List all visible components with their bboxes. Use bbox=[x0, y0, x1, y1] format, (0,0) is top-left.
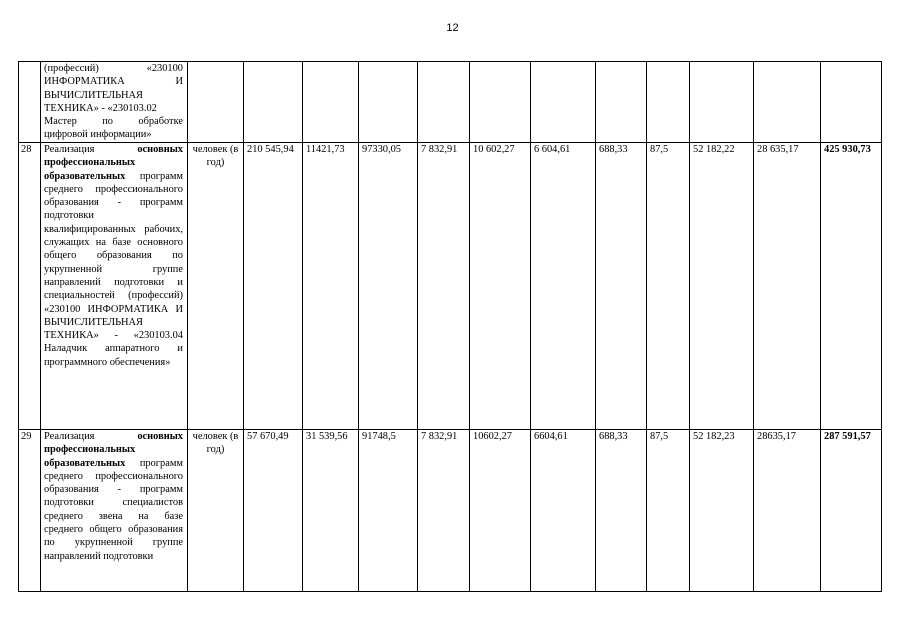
value-col-10: 28 635,17 bbox=[754, 143, 821, 430]
row-index: 28 bbox=[19, 143, 41, 430]
value-col-2 bbox=[303, 62, 359, 143]
value-col-7: 688,33 bbox=[596, 430, 647, 592]
value-col-6: 6 604,61 bbox=[531, 143, 596, 430]
cost-table bbox=[18, 61, 882, 592]
row-unit: человек (в год) bbox=[188, 143, 244, 430]
row-description: Реализация основных профессиональных образовательных программ среднего профессионального образования - программ подготовки специалистов среднего звена на базе среднего общего образования по укрупненной группе направлений подготовки bbox=[41, 430, 188, 592]
value-col-8: 87,5 bbox=[647, 143, 690, 430]
value-col-8: 87,5 bbox=[647, 430, 690, 592]
value-total bbox=[821, 62, 882, 143]
table-row bbox=[19, 143, 882, 430]
value-col-3: 97330,05 bbox=[359, 143, 418, 430]
value-col-3: 91748,5 bbox=[359, 430, 418, 592]
row-index: 29 bbox=[19, 430, 41, 592]
value-col-7 bbox=[596, 62, 647, 143]
value-col-6: 6604,61 bbox=[531, 430, 596, 592]
row-description: (профессий) «230100 ИНФОРМАТИКА И ВЫЧИСЛИТЕЛЬНАЯ ТЕХНИКА» - «230103.02 Мастер по обработке цифровой информации» bbox=[41, 62, 188, 143]
value-col-5: 10602,27 bbox=[470, 430, 531, 592]
value-col-2: 11421,73 bbox=[303, 143, 359, 430]
value-col-1: 210 545,94 bbox=[244, 143, 303, 430]
value-col-5: 10 602,27 bbox=[470, 143, 531, 430]
value-total: 287 591,57 bbox=[821, 430, 882, 592]
row-description: Реализация основных профессиональных образовательных программ среднего профессионального образования - программ подготовки квалифицированных рабочих, служащих на базе основного общего образования по укрупненной группе направлений подготовки и специальностей (профессий) «230100 ИНФОРМАТИКА И ВЫЧИСЛИТЕЛЬНАЯ ТЕХНИКА» - «230103.04 Наладчик аппаратного и программного обеспечения» bbox=[41, 143, 188, 430]
table-row bbox=[19, 62, 882, 143]
value-col-8 bbox=[647, 62, 690, 143]
value-col-1: 57 670,49 bbox=[244, 430, 303, 592]
value-col-4 bbox=[418, 62, 470, 143]
value-col-3 bbox=[359, 62, 418, 143]
row-unit bbox=[188, 62, 244, 143]
row-index bbox=[19, 62, 41, 143]
value-col-6 bbox=[531, 62, 596, 143]
value-col-10: 28635,17 bbox=[754, 430, 821, 592]
value-col-10 bbox=[754, 62, 821, 143]
value-col-4: 7 832,91 bbox=[418, 430, 470, 592]
value-col-1 bbox=[244, 62, 303, 143]
row-unit: человек (в год) bbox=[188, 430, 244, 592]
page-number: 12 bbox=[446, 22, 459, 34]
value-col-4: 7 832,91 bbox=[418, 143, 470, 430]
table-row bbox=[19, 430, 882, 592]
value-col-9 bbox=[690, 62, 754, 143]
value-col-7: 688,33 bbox=[596, 143, 647, 430]
value-total: 425 930,73 bbox=[821, 143, 882, 430]
value-col-5 bbox=[470, 62, 531, 143]
value-col-9: 52 182,22 bbox=[690, 143, 754, 430]
value-col-9: 52 182,23 bbox=[690, 430, 754, 592]
value-col-2: 31 539,56 bbox=[303, 430, 359, 592]
